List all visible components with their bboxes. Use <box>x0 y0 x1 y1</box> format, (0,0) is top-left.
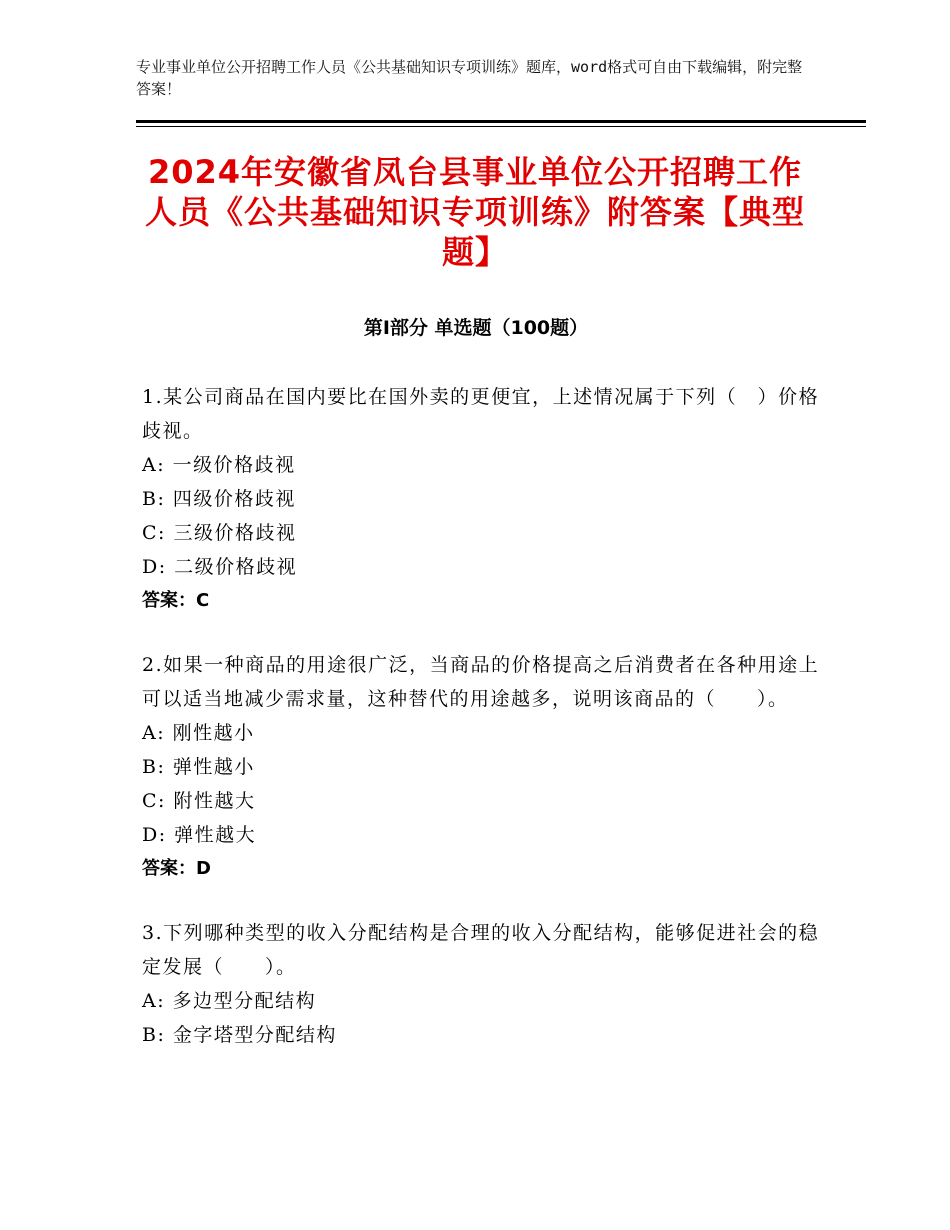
section-title: 第Ⅰ部分 单选题（100题） <box>363 317 589 339</box>
option-b: B: 四级价格歧视 <box>142 488 296 510</box>
answer: 答案：D <box>142 858 211 879</box>
option-c: C: 附性越大 <box>142 790 256 812</box>
header-rule-thick <box>136 120 866 123</box>
question-2 <box>142 648 822 886</box>
document-title: 2024年安徽省凤台县事业单位公开招聘工作人员《公共基础知识专项训练》附答案【典型题】 <box>144 153 805 271</box>
question-list <box>142 380 822 1082</box>
answer: 答案：C <box>142 590 210 611</box>
option-d: D: 二级价格歧视 <box>142 556 298 578</box>
option-a: A: 一级价格歧视 <box>142 454 296 476</box>
option-a: A: 刚性越小 <box>142 722 255 744</box>
option-b: B: 金字塔型分配结构 <box>142 1024 337 1046</box>
header-note: 专业事业单位公开招聘工作人员《公共基础知识专项训练》题库，word格式可自由下载编辑，附完整答案！ <box>136 58 803 98</box>
question-1 <box>142 380 822 618</box>
option-c: C: 三级价格歧视 <box>142 522 297 544</box>
header-rule-thin <box>136 126 866 127</box>
option-b: B: 弹性越小 <box>142 756 255 778</box>
option-a: A: 多边型分配结构 <box>142 990 317 1012</box>
question-text: 3.下列哪种类型的收入分配结构是合理的收入分配结构，能够促进社会的稳定发展（ ）。 <box>142 922 820 978</box>
option-d: D: 弹性越大 <box>142 824 257 846</box>
question-3 <box>142 916 822 1052</box>
question-text: 1.某公司商品在国内要比在国外卖的更便宜，上述情况属于下列（ ）价格歧视。 <box>142 386 820 442</box>
question-text: 2.如果一种商品的用途很广泛，当商品的价格提高之后消费者在各种用途上可以适当地减少需求量，这种替代的用途越多，说明该商品的（ ）。 <box>142 654 820 710</box>
